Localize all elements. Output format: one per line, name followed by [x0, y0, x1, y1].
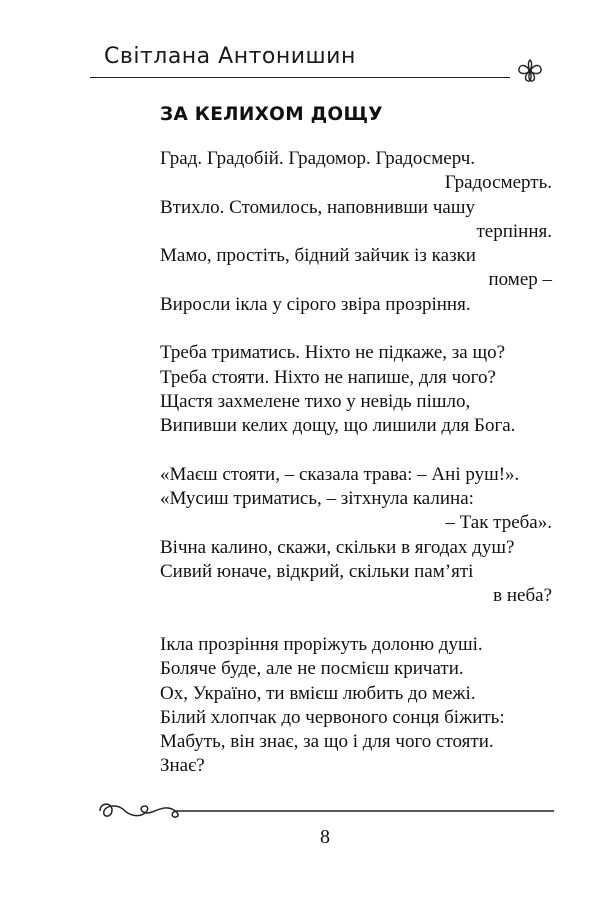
poem-line: Мамо, простіть, бідний зайчик із казки — [160, 245, 476, 267]
poem-line: Треба стояти. Ніхто не напише, для чого? — [160, 366, 496, 388]
stanza-gap — [160, 317, 552, 341]
poem-title: ЗА КЕЛИХОМ ДОЩУ — [160, 104, 383, 125]
poem-line: терпіння. — [476, 220, 552, 242]
page-number: 8 — [320, 826, 330, 848]
poem-line: Виросли ікла у сірого звіра прозріння. — [160, 293, 471, 315]
author-name: Світлана Антонишин — [104, 44, 356, 69]
poem-line: Мабуть, він знає, за що і для чого стояти. — [160, 731, 494, 753]
poem-line: в неба? — [493, 585, 552, 607]
poem-line: Градосмерть. — [444, 172, 552, 194]
poem-line: Град. Градобій. Градомор. Градосмерч. — [160, 148, 476, 169]
poem-line: Ох, Україно, ти вмієш любить до межі. — [160, 682, 476, 704]
poem-line: «Маєш стояти, – сказала трава: – Ані руш!». — [160, 463, 520, 485]
poem-line: Білий хлопчак до червоного сонця біжить: — [160, 706, 505, 728]
poem-line: Випивши келих дощу, що лишили для Бога. — [160, 415, 516, 437]
poem-line: Втихло. Стомилось, наповнивши чашу — [160, 196, 475, 218]
poem-body — [160, 147, 552, 779]
stanza-gap — [160, 439, 552, 463]
poem-line: Ікла прозріння проріжуть долоню душі. — [160, 633, 483, 655]
poem-line: помер – — [488, 269, 552, 291]
flourish-ornament-icon — [96, 796, 556, 826]
poem-line: – Так треба». — [445, 512, 552, 534]
poem-line: Треба триматись. Ніхто не підкаже, за що? — [160, 342, 506, 364]
poem-line: Сивий юначе, відкрий, скільки пам’яті — [160, 561, 474, 583]
poem-line: Знає? — [160, 755, 205, 777]
poem-line: Боляче буде, але не посмієш кричати. — [160, 658, 464, 680]
stanza-gap — [160, 609, 552, 633]
floral-ornament-icon — [516, 58, 544, 84]
poem-line: Щастя захмелене тихо у невідь пішло, — [160, 390, 471, 412]
poem-line: «Мусиш триматись, – зітхнула калина: — [160, 488, 474, 510]
header-rule — [90, 77, 510, 78]
poem-line: Вічна калино, скажи, скільки в ягодах душ? — [160, 536, 515, 558]
